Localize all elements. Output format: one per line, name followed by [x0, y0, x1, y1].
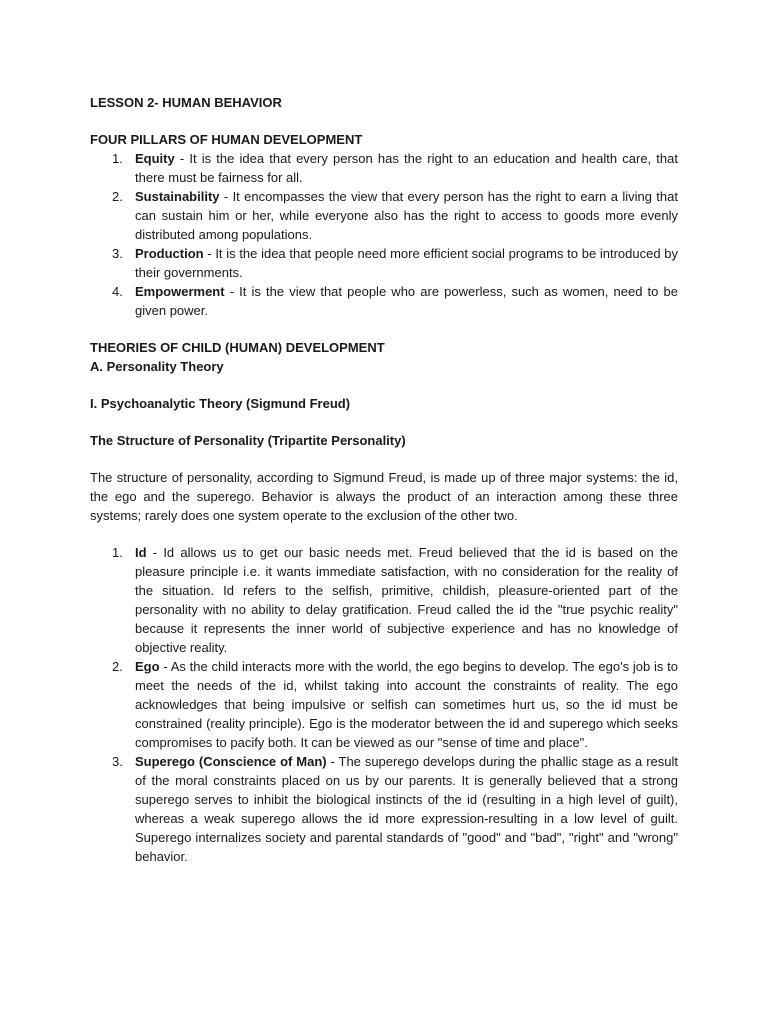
theories-subheading: A. Personality Theory: [90, 359, 224, 374]
lesson-title: LESSON 2- HUMAN BEHAVIOR: [90, 95, 282, 110]
term: Ego: [135, 659, 160, 674]
personality-list: [90, 543, 678, 866]
list-number: 3.: [112, 246, 123, 261]
list-item: [90, 657, 678, 752]
term: Sustainability: [135, 189, 220, 204]
list-item: [90, 187, 678, 244]
definition: - It is the idea that every person has the right to an education and health care, that there must be fairness for all.: [135, 151, 678, 185]
term: Id: [135, 545, 147, 560]
term: Production: [135, 246, 204, 261]
psychoanalytic-title: I. Psychoanalytic Theory (Sigmund Freud): [90, 396, 351, 411]
definition: - The superego develops during the phallic stage as a result of the moral constraints placed on us by our parents. It is generally believed that a strong superego serves to inhibit the biological instincts of the id (resulting in a high level of guilt), whereas a weak superego allows the id more expression-resulting in a low level of guilt. Superego internalizes society and parental standards of "good" and "bad", "right" and "wrong" behavior.: [135, 754, 678, 864]
list-item: [90, 282, 678, 320]
list-number: 1.: [112, 545, 123, 560]
term: Equity: [135, 151, 175, 166]
definition: - It encompasses the view that every person has the right to earn a living that can sustain him or her, while everyone also has the right to access to goods more evenly distributed among populations.: [135, 189, 678, 242]
term: Empowerment: [135, 284, 225, 299]
pillars-heading: FOUR PILLARS OF HUMAN DEVELOPMENT: [90, 132, 363, 147]
definition: - As the child interacts more with the world, the ego begins to develop. The ego's job is to meet the needs of the id, whilst taking into account the constraints of reality. The ego acknowledges that being impulsive or selfish can sometimes hurt us, so the id must be constrained (reality principle). Ego is the moderator between the id and superego which seeks compromises to pacify both. It can be viewed as our "sense of time and place".: [135, 659, 678, 750]
definition: - Id allows us to get our basic needs met. Freud believed that the id is based on the pleasure principle i.e. it wants immediate satisfaction, with no consideration for the reality of the situation. Id refers to the selfish, primitive, childish, pleasure-oriented part of the personality with no ability to delay gratification. Freud called the id the "true psychic reality" because it represents the inner world of subjective experience and has no knowledge of objective reality.: [135, 545, 678, 655]
list-number: 3.: [112, 754, 123, 769]
term: Superego (Conscience of Man): [135, 754, 327, 769]
list-item: [90, 752, 678, 866]
theories-heading: THEORIES OF CHILD (HUMAN) DEVELOPMENT: [90, 340, 385, 355]
list-number: 2.: [112, 659, 123, 674]
pillars-list: [90, 149, 678, 320]
list-number: 2.: [112, 189, 123, 204]
definition: - It is the idea that people need more efficient social programs to be introduced by their governments.: [135, 246, 678, 280]
list-item: [90, 149, 678, 187]
list-item: [90, 543, 678, 657]
structure-title: The Structure of Personality (Tripartite Personality): [90, 433, 406, 448]
definition: - It is the view that people who are powerless, such as women, need to be given power.: [135, 284, 678, 318]
intro-paragraph: The structure of personality, according to Sigmund Freud, is made up of three major systems: the id, the ego and the superego. Behavior is always the product of an interaction among these three systems; rarely does one system operate to the exclusion of the other two.: [90, 470, 678, 523]
list-number: 1.: [112, 151, 123, 166]
list-item: [90, 244, 678, 282]
list-number: 4.: [112, 284, 123, 299]
document-content: [90, 93, 678, 866]
